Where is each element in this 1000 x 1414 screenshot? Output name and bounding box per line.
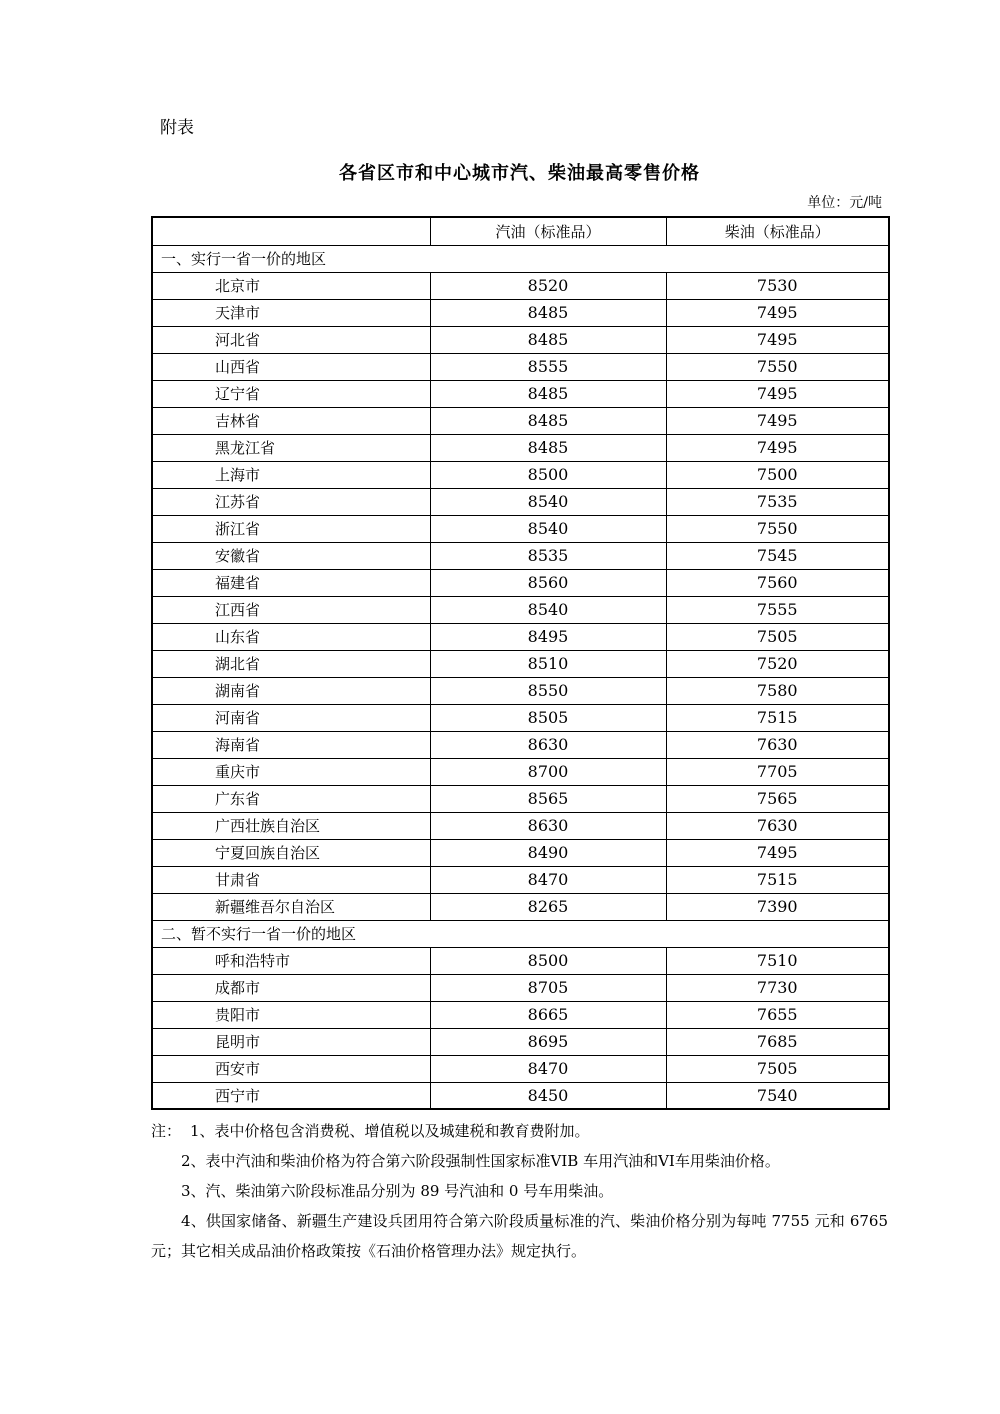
region-cell: 辽宁省	[152, 380, 430, 407]
diesel-price-cell: 7555	[666, 596, 889, 623]
region-cell: 贵阳市	[152, 1001, 430, 1028]
table-row	[152, 947, 889, 974]
section-heading-row	[152, 920, 889, 947]
gasoline-price-cell: 8495	[430, 623, 666, 650]
region-cell: 宁夏回族自治区	[152, 839, 430, 866]
diesel-price-cell: 7705	[666, 758, 889, 785]
unit-label: 单位：元/吨	[807, 195, 882, 211]
diesel-price-cell: 7520	[666, 650, 889, 677]
region-cell: 北京市	[152, 272, 430, 299]
note-item-2: 2、表中汽油和柴油价格为符合第六阶段强制性国家标准VIB 车用汽油和VI车用柴油价格。	[181, 1152, 780, 1170]
region-cell: 湖南省	[152, 677, 430, 704]
region-cell: 湖北省	[152, 650, 430, 677]
note-item-1-text: 1、表中价格包含消费税、增值税以及城建税和教育费附加。	[190, 1122, 590, 1140]
note-item-4: 4、供国家储备、新疆生产建设兵团用符合第六阶段质量标准的汽、柴油价格分别为每吨 7755 元和 6765 元；其它相关成品油价格政策按《石油价格管理办法》规定执行。	[151, 1212, 888, 1260]
gasoline-price-cell: 8470	[430, 866, 666, 893]
table-row	[152, 1001, 889, 1028]
notes-label: 注：	[151, 1122, 182, 1140]
region-cell: 甘肃省	[152, 866, 430, 893]
diesel-price-cell: 7510	[666, 947, 889, 974]
gasoline-price-cell: 8550	[430, 677, 666, 704]
gasoline-price-cell: 8450	[430, 1082, 666, 1109]
region-cell: 上海市	[152, 461, 430, 488]
gasoline-price-cell: 8510	[430, 650, 666, 677]
diesel-price-cell: 7530	[666, 272, 889, 299]
diesel-price-cell: 7545	[666, 542, 889, 569]
diesel-price-cell: 7630	[666, 812, 889, 839]
region-cell: 山西省	[152, 353, 430, 380]
diesel-price-cell: 7495	[666, 299, 889, 326]
diesel-price-cell: 7560	[666, 569, 889, 596]
diesel-price-cell: 7515	[666, 704, 889, 731]
gasoline-price-cell: 8485	[430, 434, 666, 461]
table-row	[152, 488, 889, 515]
diesel-price-cell: 7505	[666, 1055, 889, 1082]
gasoline-price-cell: 8485	[430, 407, 666, 434]
region-cell: 广西壮族自治区	[152, 812, 430, 839]
region-cell: 黑龙江省	[152, 434, 430, 461]
table-row	[152, 866, 889, 893]
region-cell: 西宁市	[152, 1082, 430, 1109]
region-cell: 重庆市	[152, 758, 430, 785]
diesel-price-cell: 7630	[666, 731, 889, 758]
diesel-price-cell: 7685	[666, 1028, 889, 1055]
diesel-price-cell: 7390	[666, 893, 889, 920]
diesel-price-cell: 7505	[666, 623, 889, 650]
table-body	[152, 245, 889, 1109]
diesel-price-cell: 7580	[666, 677, 889, 704]
column-header-region	[152, 217, 430, 245]
note-item-3: 3、汽、柴油第六阶段标准品分别为 89 号汽油和 0 号车用柴油。	[181, 1182, 614, 1200]
table-row	[152, 299, 889, 326]
table-row	[152, 569, 889, 596]
diesel-price-cell: 7540	[666, 1082, 889, 1109]
region-cell: 河北省	[152, 326, 430, 353]
diesel-price-cell: 7495	[666, 434, 889, 461]
region-cell: 江苏省	[152, 488, 430, 515]
gasoline-price-cell: 8265	[430, 893, 666, 920]
region-cell: 呼和浩特市	[152, 947, 430, 974]
region-cell: 山东省	[152, 623, 430, 650]
table-row	[152, 515, 889, 542]
gasoline-price-cell: 8485	[430, 380, 666, 407]
table-row	[152, 893, 889, 920]
gasoline-price-cell: 8555	[430, 353, 666, 380]
table-row	[152, 407, 889, 434]
diesel-price-cell: 7495	[666, 380, 889, 407]
table-row	[152, 434, 889, 461]
table-row	[152, 542, 889, 569]
table-row	[152, 704, 889, 731]
table-row	[152, 272, 889, 299]
region-cell: 昆明市	[152, 1028, 430, 1055]
region-cell: 广东省	[152, 785, 430, 812]
gasoline-price-cell: 8490	[430, 839, 666, 866]
region-cell: 福建省	[152, 569, 430, 596]
diesel-price-cell: 7730	[666, 974, 889, 1001]
table-row	[152, 785, 889, 812]
table-row	[152, 1028, 889, 1055]
region-cell: 吉林省	[152, 407, 430, 434]
gasoline-price-cell: 8520	[430, 272, 666, 299]
table-header-row	[152, 217, 889, 245]
region-cell: 河南省	[152, 704, 430, 731]
diesel-price-cell: 7535	[666, 488, 889, 515]
gasoline-price-cell: 8505	[430, 704, 666, 731]
table-row	[152, 758, 889, 785]
gasoline-price-cell: 8695	[430, 1028, 666, 1055]
region-cell: 江西省	[152, 596, 430, 623]
gasoline-price-cell: 8535	[430, 542, 666, 569]
table-row	[152, 974, 889, 1001]
region-cell: 天津市	[152, 299, 430, 326]
region-cell: 成都市	[152, 974, 430, 1001]
diesel-price-cell: 7495	[666, 407, 889, 434]
table-row	[152, 596, 889, 623]
attachment-label: 附表	[160, 118, 194, 138]
page-title: 各省区市和中心城市汽、柴油最高零售价格	[339, 163, 700, 184]
table-row	[152, 839, 889, 866]
table-row	[152, 1082, 889, 1109]
table-row	[152, 1055, 889, 1082]
gasoline-price-cell: 8665	[430, 1001, 666, 1028]
table-row	[152, 812, 889, 839]
table-row	[152, 461, 889, 488]
gasoline-price-cell: 8630	[430, 731, 666, 758]
diesel-price-cell: 7515	[666, 866, 889, 893]
diesel-price-cell: 7550	[666, 515, 889, 542]
table-row	[152, 326, 889, 353]
column-header-gasoline: 汽油（标准品）	[430, 217, 666, 245]
gasoline-price-cell: 8540	[430, 515, 666, 542]
column-header-diesel: 柴油（标准品）	[666, 217, 889, 245]
section-heading-row	[152, 245, 889, 272]
gasoline-price-cell: 8565	[430, 785, 666, 812]
price-table	[151, 216, 890, 1110]
section-heading: 一、实行一省一价的地区	[152, 245, 889, 272]
diesel-price-cell: 7550	[666, 353, 889, 380]
gasoline-price-cell: 8560	[430, 569, 666, 596]
note-item-1	[151, 1116, 888, 1146]
region-cell: 海南省	[152, 731, 430, 758]
gasoline-price-cell: 8485	[430, 326, 666, 353]
diesel-price-cell: 7655	[666, 1001, 889, 1028]
gasoline-price-cell: 8500	[430, 461, 666, 488]
document-content	[151, 0, 888, 1266]
diesel-price-cell: 7495	[666, 326, 889, 353]
region-cell: 西安市	[152, 1055, 430, 1082]
gasoline-price-cell: 8485	[430, 299, 666, 326]
section-heading: 二、暂不实行一省一价的地区	[152, 920, 889, 947]
gasoline-price-cell: 8540	[430, 488, 666, 515]
gasoline-price-cell: 8630	[430, 812, 666, 839]
gasoline-price-cell: 8705	[430, 974, 666, 1001]
region-cell: 新疆维吾尔自治区	[152, 893, 430, 920]
gasoline-price-cell: 8700	[430, 758, 666, 785]
diesel-price-cell: 7495	[666, 839, 889, 866]
region-cell: 浙江省	[152, 515, 430, 542]
table-row	[152, 650, 889, 677]
table-row	[152, 353, 889, 380]
gasoline-price-cell: 8540	[430, 596, 666, 623]
gasoline-price-cell: 8500	[430, 947, 666, 974]
diesel-price-cell: 7500	[666, 461, 889, 488]
notes-section	[151, 1116, 888, 1266]
table-row	[152, 380, 889, 407]
table-row	[152, 677, 889, 704]
table-row	[152, 731, 889, 758]
region-cell: 安徽省	[152, 542, 430, 569]
table-row	[152, 623, 889, 650]
gasoline-price-cell: 8470	[430, 1055, 666, 1082]
diesel-price-cell: 7565	[666, 785, 889, 812]
